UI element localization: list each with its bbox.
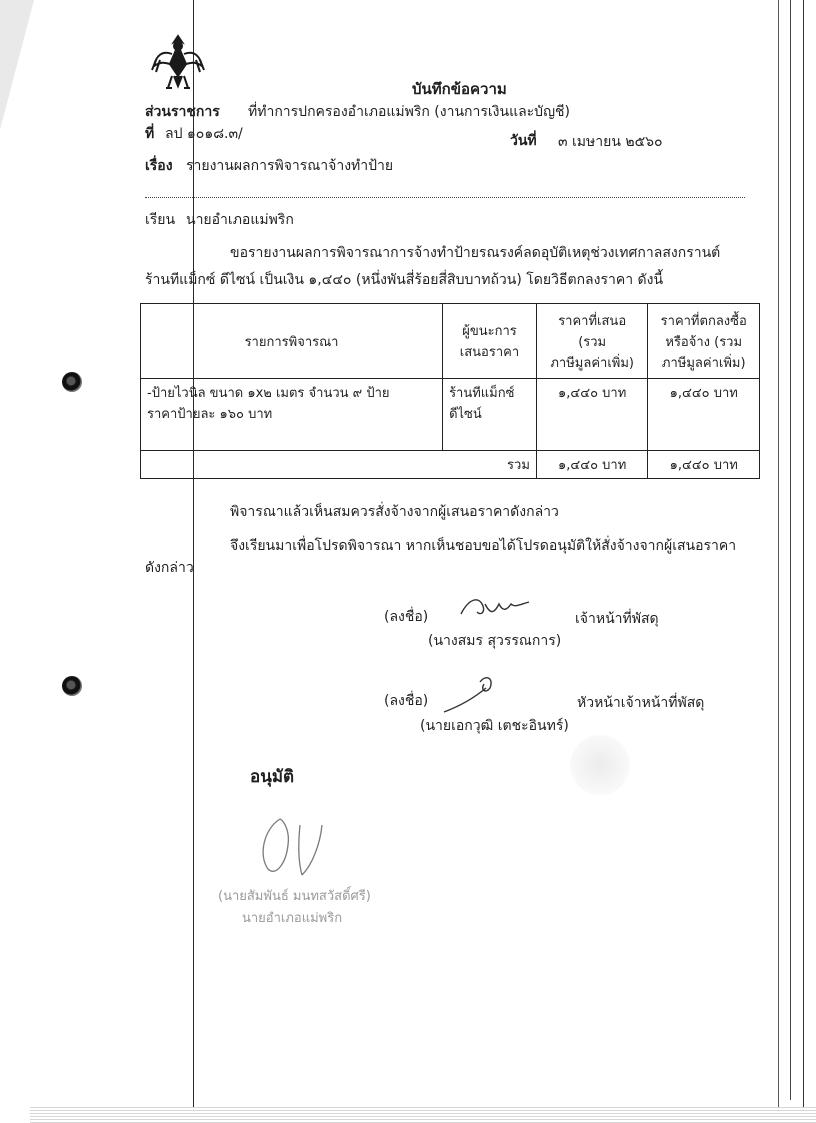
signer-name: (นางสมร สุวรรณการ) [428, 633, 562, 649]
table-cell [536, 379, 648, 451]
approver-name: (นายสัมพันธ์ มนทสวัสดิ์ศรี) [218, 889, 371, 904]
total-offered: ๑,๔๔๐ บาท [558, 458, 627, 473]
table-cell [648, 451, 760, 479]
conclusion-line: จึงเรียนมาเพื่อโปรดพิจารณา หากเห็นชอบขอได้โปรดอนุมัติให้สั่งจ้างจากผู้เสนอราคา [230, 538, 737, 554]
folded-corner [0, 0, 34, 130]
header-text: เสนอราคา [459, 345, 520, 360]
header-text: ราคาที่เสนอ [558, 313, 627, 329]
to-label: เรียน [145, 212, 176, 228]
table-header [536, 304, 648, 379]
approval-signature [250, 805, 340, 885]
date-value: ๓ เมษายน ๒๕๖๐ [558, 134, 663, 150]
table-cell [141, 379, 443, 451]
approval-label: อนุมัติ [250, 767, 295, 787]
consideration-table [140, 303, 760, 479]
table-header [648, 304, 760, 379]
agency-label: ส่วนราชการ [145, 104, 220, 120]
signer-position: หัวหน้าเจ้าหน้าที่พัสดุ [577, 695, 705, 711]
conclusion-line: ดังกล่าว [145, 560, 194, 576]
sign-label: (ลงชื่อ) [384, 609, 429, 625]
date-label: วันที่ [510, 133, 537, 149]
stacked-pages-edge [30, 1107, 816, 1123]
header-text: รายการพิจารณา [244, 334, 339, 350]
vendor-text: ร้านทีแม็กซ์ [449, 386, 515, 401]
memo-title: บันทึกข้อความ [412, 80, 507, 98]
to-value: นายอำเภอแม่พริก [186, 212, 294, 228]
ref-value: ลป ๑๐๑๘.๓/ [165, 126, 243, 142]
header-text: ภาษีมูลค่าเพิ่ม) [661, 355, 746, 371]
body-paragraph-line: ขอรายงานผลการพิจารณาการจ้างทำป้ายรณรงค์ลดอุบัติเหตุช่วงเทศกาลสงกรานต์ [230, 245, 721, 261]
item-text: ราคาป้ายละ ๑๖๐ บาท [147, 407, 273, 422]
conclusion-line: พิจารณาแล้วเห็นสมควรสั่งจ้างจากผู้เสนอราคาดังกล่าว [230, 504, 559, 520]
faded-stamp [570, 735, 630, 795]
garuda-emblem-icon [150, 30, 206, 96]
page-edge-line [803, 0, 804, 1123]
punch-hole [62, 676, 82, 696]
punch-hole [62, 372, 82, 392]
table-cell [536, 451, 648, 479]
ref-label: ที่ [145, 126, 155, 142]
agency-value: ที่ทำการปกครองอำเภอแม่พริก (งานการเงินและบัญชี) [248, 104, 570, 120]
table-cell [648, 379, 760, 451]
agreed-price: ๑,๔๔๐ บาท [669, 386, 738, 401]
table-total-row [141, 451, 760, 479]
table-header-row [141, 304, 760, 379]
divider [145, 197, 745, 198]
header-text: ราคาที่ตกลงซื้อ [660, 313, 747, 329]
table-header [443, 304, 537, 379]
subject-label: เรื่อง [145, 158, 173, 174]
header-text: หรือจ้าง (รวม [665, 334, 743, 350]
table-row [141, 379, 760, 451]
table-cell [443, 379, 537, 451]
header-text: ผู้ขนะการ [462, 324, 517, 339]
total-agreed: ๑,๔๔๐ บาท [669, 458, 738, 473]
page-edge-line [790, 0, 791, 1100]
table-header [141, 304, 443, 379]
handwritten-signature [455, 592, 535, 622]
header-text: (รวม [578, 334, 607, 350]
item-text: -ป้ายไวนิล ขนาด ๑x๒ เมตร จำนวน ๙ ป้าย [147, 386, 390, 401]
page-edge-line [778, 0, 779, 1123]
signer-position: เจ้าหน้าที่พัสดุ [575, 611, 659, 627]
handwritten-signature [440, 668, 510, 718]
body-paragraph-line: ร้านทีแม็กซ์ ดีไซน์ เป็นเงิน ๑,๔๔๐ (หนึ่งพันสี่ร้อยสี่สิบบาทถ้วน) โดยวิธีตกลงราคา ดังนี้ [145, 272, 664, 288]
vendor-text: ดีไซน์ [449, 407, 482, 422]
signer-name: (นายเอกวุฒิ เตชะอินทร์) [420, 718, 569, 734]
subject-value: รายงานผลการพิจารณาจ้างทำป้าย [186, 158, 394, 174]
sign-label: (ลงชื่อ) [384, 693, 429, 709]
header-text: ภาษีมูลค่าเพิ่ม) [550, 355, 634, 371]
offered-price: ๑,๔๔๐ บาท [558, 386, 627, 401]
approver-position: นายอำเภอแม่พริก [242, 911, 343, 926]
total-label-cell [141, 451, 537, 479]
total-label: รวม [507, 458, 530, 473]
